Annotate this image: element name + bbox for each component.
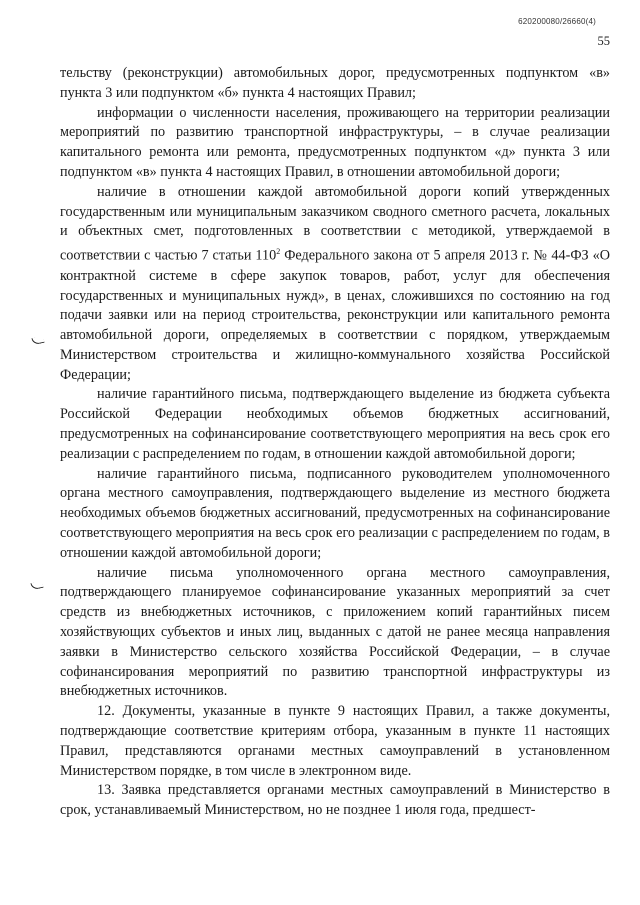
paragraph: тельству (реконструкции) автомобильных дорог, предусмотренных подпунктом «в» пункта 3 или подпунктом «б» пункта 4 настоящих Правил; [60, 65, 610, 101]
paragraph: наличие гарантийного письма, подтверждающего выделение из бюджета субъекта Российской Федерации необходимых объемов бюджетных ассигнований, предусмотренных на софинансирование соответствующего мероприятия на весь срок его реализации с распределением по годам, в отношении каждой автомобильной дороги; [60, 386, 610, 462]
paragraph: 13. Заявка представляется органами местных самоуправлений в Министерство в срок, устанавливаемый Министерством, но не позднее 1 июля года, предшест- [60, 782, 610, 819]
page-number: 55 [597, 34, 610, 48]
paragraph-text-continuation: Федерального закона от 5 апреля 2013 г. № 44-ФЗ «О контрактной системе в сфере закупок товаров, работ, услуг для обеспечения государственных и муниципальных нужд», в ценах, сложившихся по состоянию на год подачи заявки или на период строительства, реконструкции или капитального ремонта автомобильной дороги, определяемых в соответствии с порядком, утверждаемым Министерством строительства и жилищно-коммунального хозяйства Российской Федерации; [60, 247, 610, 383]
margin-mark [30, 581, 43, 590]
document-body [60, 64, 610, 821]
paragraph: 12. Документы, указанные в пункте 9 настоящих Правил, а также документы, подтверждающие соответствие критериям отбора, указанным в пункте 11 настоящих Правил, представляются органами местных самоуправлений в установленном Министерством порядке, в том числе в электронном виде. [60, 703, 610, 779]
paragraph [60, 183, 610, 386]
document-id: 620200080/26660(4) [518, 17, 596, 26]
superscript: 2 [276, 247, 281, 257]
paragraph: наличие гарантийного письма, подписанного руководителем уполномоченного органа местного самоуправления, подтверждающего выделение из местного бюджета необходимых объемов бюджетных ассигнований, предусмотренных на софинансирование соответствующего мероприятия на весь срок его реализации с распределением по годам, в отношении каждой автомобильной дороги; [60, 465, 610, 561]
paragraph: информации о численности населения, проживающего на территории реализации мероприятий по развитию транспортной инфраструктуры, – в случае реализации капитального ремонта или ремонта, предусмотренных подпунктом «д» пункта 3 или подпунктом «в» пункта 4 настоящих Правил, в отношении автомобильной дороги; [60, 104, 610, 180]
paragraph-text: наличие в отношении каждой автомобильной дороги копий утвержденных государственным или муниципальным заказчиком сводного сметного расчета, локальных и объектных смет, подготовленных в соответствии с методикой, утверждаемой в соответствии с частью 7 статьи 110 [60, 183, 610, 264]
margin-mark [31, 336, 44, 345]
paragraph: наличие письма уполномоченного органа местного самоуправления, подтверждающего планируемое софинансирование указанных мероприятий за счет средств из внебюджетных источников, с приложением копий гарантийных писем хозяйствующих субъектов и иных лиц, выданных с датой не ранее месяца направления заявки в Министерство сельского хозяйства Российской Федерации, – в случае софинансирования мероприятий по развитию транспортной инфраструктуры из внебюджетных источников. [60, 564, 610, 700]
